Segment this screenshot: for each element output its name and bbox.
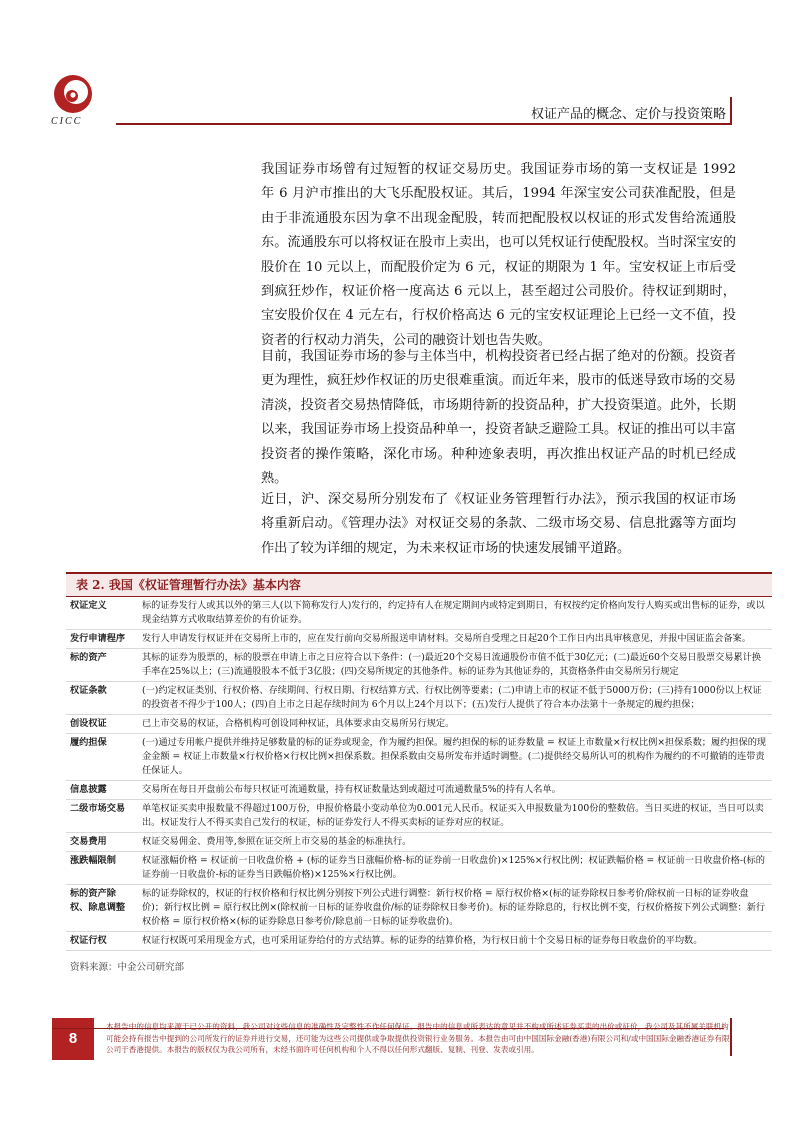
table-body (66, 597, 772, 951)
row-value: 交易所在每日开盘前公布每只权证可流通数量，持有权证数量达到或超过可流通数量5%的持有人名单。 (138, 781, 772, 800)
paragraph: 我国证券市场曾有过短暂的权证交易历史。我国证券市场的第一支权证是 1992 年 6 月沪市推出的大飞乐配股权证。其后，1994 年深宝安公司获准配股，但是由于非流通股东因为拿不出现金配股，转而把配股权以权证的形式发售给流通股东。流通股东可以将权证在股市上卖出，也可以凭权证行使配股权。当时深宝安的股价在 10 元以上，而配股价定为 6 元，权证的期限为 1 年。宝安权证上市后受到疯狂炒作，权证价格一度高达 6 元以上，甚至超过公司股价。待权证到期时，宝安股价仅在 4 元左右，行权价格高达 6 元的宝安权证理论上已经一文不值，投资者的行权动力消失，公司的融资计划也告失败。 (261, 162, 736, 348)
row-key: 信息披露 (66, 781, 138, 800)
footer-vertical-rule (730, 1018, 732, 1056)
row-value: 权证涨幅价格 = 权证前一日收盘价格 + (标的证券当日涨幅价格-标的证券前一日收盘价)×125%×行权比例；权证跌幅价格 = 权证前一日收盘价格-(标的证券前一日收盘价-标的证券当日跌幅价格)×125%×行权比例。 (138, 852, 772, 885)
paragraph: 目前，我国证券市场的参与主体当中，机构投资者已经占据了绝对的份额。投资者更为理性，疯狂炒作权证的历史很难重演。而近年来，股市的低迷导致市场的交易清淡，投资者交易热情降低，市场期待新的投资品种，扩大投资渠道。此外，长期以来，我国证券市场上投资品种单一，投资者缺乏避险工具。权证的推出可以丰富投资者的操作策略，深化市场。种种迹象表明，再次推出权证产品的时机已经成熟。 (261, 349, 736, 487)
table-row (66, 885, 772, 932)
cicc-logo-icon (52, 73, 94, 115)
row-key: 标的资产 (66, 649, 138, 682)
header-divider (116, 123, 732, 125)
table-row (66, 932, 772, 951)
table-row (66, 734, 772, 781)
row-key: 权证条款 (66, 682, 138, 715)
table-row (66, 852, 772, 885)
row-value: 标的证券发行人或其以外的第三人(以下简称发行人)发行的，约定持有人在规定期间内或特定到期日，有权按约定价格向发行人购买或出售标的证券，或以现金结算方式收取结算差价的有价证券。 (138, 597, 772, 630)
row-value: 其标的证券为股票的，标的股票在申请上市之日应符合以下条件：(一)最近20个交易日流通股份市值不低于30亿元；(二)最近60个交易日股票交易累计换手率在25%以上；(三)流通股股本不低于3亿股；(四)交易所规定的其他条件。标的证券为其他证券的，其资格条件由交易所另行规定 (138, 649, 772, 682)
row-value: 单笔权证买卖申报数量不得超过100万份，申报价格最小变动单位为0.001元人民币。权证买入申报数量为100份的整数倍。当日买进的权证，当日可以卖出。权证发行人不得买卖自己发行的权证，标的证券发行人不得买卖标的证券对应的权证。 (138, 800, 772, 833)
row-key: 履约担保 (66, 734, 138, 781)
page-number: 8 (52, 1018, 94, 1060)
table-source: 资料来源：中金公司研究部 (70, 962, 185, 973)
row-key: 涨跌幅限制 (66, 852, 138, 885)
table-row (66, 630, 772, 649)
row-value: 标的证券除权的，权证的行权价格和行权比例分别按下列公式进行调整：新行权价格 = 原行权价格×(标的证券除权日参考价/除权前一日标的证券收盘价)；新行权比例 = 原行权比例×(除权前一日标的证券收盘价/标的证券除权日参考价)。标的证券除息的，行权比例不变，行权价格按下列公式调整：新行权价格 = 原行权价格×(标的证券除息日参考价/除息前一日标的证券收盘价)。 (138, 885, 772, 932)
row-key: 交易费用 (66, 833, 138, 852)
row-key: 标的资产除权、除息调整 (66, 885, 138, 932)
row-key: 创设权证 (66, 715, 138, 734)
table-row (66, 781, 772, 800)
table-row (66, 800, 772, 833)
footer-disclaimer: 本报告中的信息均来源于已公开的资料，我公司对这些信息的准确性及完整性不作任何保证。报告中的信息或所表达的意见并不构成所述证券买卖的出价或征价，我公司及其所属关联机构可能会持有报告中提到的公司所发行的证券并进行交易，还可能为这些公司提供或争取提供投资银行业务服务。本报告由可由中国国际金融(香港)有限公司和/或中国国际金融香港证券有限公司于香港提供。本报告的版权仅为我公司所有，未经书面许可任何机构和个人不得以任何形式翻版、复制、刊登、发表或引用。 (106, 1022, 730, 1054)
paragraph: 近日，沪、深交易所分别发布了《权证业务管理暂行办法》，预示我国的权证市场将重新启动。《管理办法》对权证交易的条款、二级市场交易、信息批露等方面均作出了较为详细的规定，为未来权证市场的快速发展铺平道路。 (261, 492, 736, 556)
row-key: 二级市场交易 (66, 800, 138, 833)
row-value: (一)约定权证类别、行权价格、存续期间、行权日期、行权结算方式、行权比例等要素；(二)申请上市的权证不低于5000万份；(三)持有1000份以上权证的投资者不得少于100人；(四)自上市之日起存续时间为 6个月以上24个月以下；(五)发行人提供了符合本办法第十一条规定的履约担保； (138, 682, 772, 715)
table-title: 表 2. 我国《权证管理暂行办法》基本内容 (66, 572, 772, 597)
row-value: 权证交易佣金、费用等,参照在证交所上市交易的基金的标准执行。 (138, 833, 772, 852)
row-key: 权证行权 (66, 932, 138, 951)
logo-text: CICC (51, 116, 83, 127)
row-key: 权证定义 (66, 597, 138, 630)
table-row (66, 649, 772, 682)
row-value: (一)通过专用帐户提供并维持足够数量的标的证券或现金，作为履约担保。履约担保的标的证券数量 = 权证上市数量×行权比例×担保系数；履约担保的现金金额 = 权证上市数量×行权价格×行权比例×担保系数。担保系数由交易所发布并适时调整。(二)提供经交易所认可的机构作为履约的不可撤销的连带责任保证人。 (138, 734, 772, 781)
row-value: 已上市交易的权证，合格机构可创设同种权证，具体要求由交易所另行规定。 (138, 715, 772, 734)
table-row (66, 715, 772, 734)
table-row (66, 597, 772, 630)
row-key: 发行申请程序 (66, 630, 138, 649)
row-value: 权证行权既可采用现金方式，也可采用证券给付的方式结算。标的证券的结算价格，为行权日前十个交易日标的证券每日收盘价的平均数。 (138, 932, 772, 951)
row-value: 发行人申请发行权证并在交易所上市的，应在发行前向交易所报送申请材料。交易所自受理之日起20个工作日内出具审核意见，并报中国证监会备案。 (138, 630, 772, 649)
header-title: 权证产品的概念、定价与投资策略 (530, 107, 726, 122)
table-row (66, 682, 772, 715)
regulation-table (66, 572, 772, 951)
table-row (66, 833, 772, 852)
header-vertical-rule (730, 97, 732, 125)
